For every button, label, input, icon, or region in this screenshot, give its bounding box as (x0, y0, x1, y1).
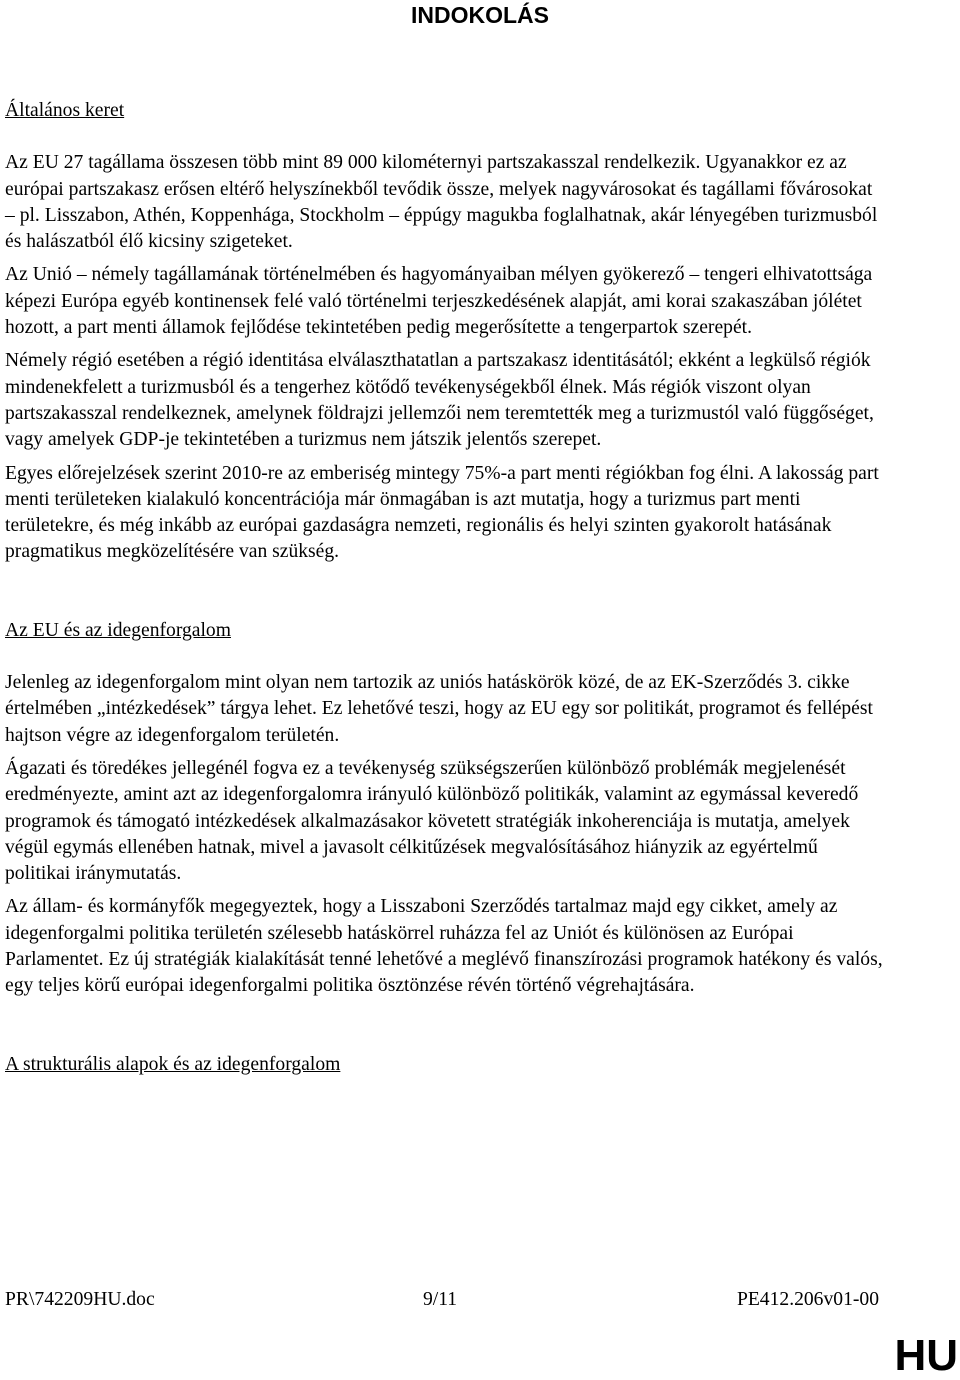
section-heading: Az EU és az idegenforgalom (5, 619, 231, 641)
language-code: HU (894, 1331, 958, 1380)
section-heading: A strukturális alapok és az idegenforgalom (5, 1053, 341, 1075)
paragraph: Az állam- és kormányfők megegyeztek, hogy a Lisszaboni Szerződés tartalmaz majd egy cikket, amely az idegenforgalmi politika területén szélesebb hatáskörrel ruházza fel az Uniót és különösen az Európai Parlamentet. Ez új stratégiák kialakítását tenné lehetővé a meglévő finanszírozási programok hatékony és valós, egy teljes körű európai idegenforgalmi politika ösztönzése révén történő végrehajtására. (5, 896, 883, 997)
paragraph: Ágazati és töredékes jellegénél fogva ez a tevékenység szükségszerűen különböző problémák megjelenését eredményezte, amint azt az idegenforgalomra irányuló különböző politikák, valamint az egymással keveredő programok és támogató intézkedések alkalmazásakor követett stratégiák inkoherenciája is mutatja, amelyek végül egymás ellenében hatnak, mivel a javasolt célkitűzések megvalósításához hiányzik az egyértelmű politikai iránymutatás. (5, 757, 859, 885)
document-title: INDOKOLÁS (411, 2, 549, 28)
paragraph: Némely régió esetében a régió identitása elválaszthatatlan a partszakasz identitásától; ekként a legkülső régiók mindenekfelett a turizmusból és a tengerhez kötődő tevékenységekből élnek. Más régiók viszont olyan partszakasszal rendelkeznek, amelynek földrajzi jellemzői nem teremtették meg a turizmustól való függőséget, vagy amelyek GDP-je tekintetében a turizmus nem játszik jelentős szerepet. (5, 350, 874, 451)
footer-doc-ref: PR\742209HU.doc (5, 1289, 155, 1310)
section-heading: Általános keret (5, 100, 125, 121)
footer-page-number: 9/11 (423, 1289, 458, 1310)
paragraph: Jelenleg az idegenforgalom mint olyan nem tartozik az uniós hatáskörök közé, de az EK-Szerződés 3. cikke értelmében „intézkedések” tárgya lehet. Ez lehetővé teszi, hogy az EU egy sor politikát, programot és fellépést hajtson végre az idegenforgalom területén. (5, 672, 873, 746)
footer-doc-code: PE412.206v01-00 (736, 1289, 879, 1310)
document-body (5, 98, 885, 1078)
paragraph: Az EU 27 tagállama összesen több mint 89 000 kilométernyi partszakasszal rendelkezik. Ugyanakkor ez az európai partszakasz erősen eltérő helyszínekből tevődik össze, melyek nagyvárosokat és tagállami fővárosokat – pl. Lisszabon, Athén, Koppenhága, Stockholm – éppúgy magukba foglalhatnak, akár lényegében turizmusból és halászatból élő kicsiny szigeteket. (5, 152, 878, 253)
paragraph: Egyes előrejelzések szerint 2010-re az emberiség mintegy 75%-a part menti régiókban fog élni. A lakosság part menti területeken kialakuló koncentrációja már önmagában is azt mutatja, hogy a turizmus part menti területekre, és még inkább az európai gazdaságra nemzeti, regionális és helyi szinten gyakorolt hatásának pragmatikus megközelítésére van szükség. (5, 462, 879, 563)
paragraph: Az Unió – némely tagállamának történelmében és hagyományaiban mélyen gyökerező – tengeri elhivatottsága képezi Európa egyéb kontinensek felé való történelmi terjeszkedésének alapját, ami korai szakaszában jólétet hozott, a part menti államok fejlődése tekintetében pedig megerősítette a tengerpartok szerepét. (5, 264, 873, 339)
